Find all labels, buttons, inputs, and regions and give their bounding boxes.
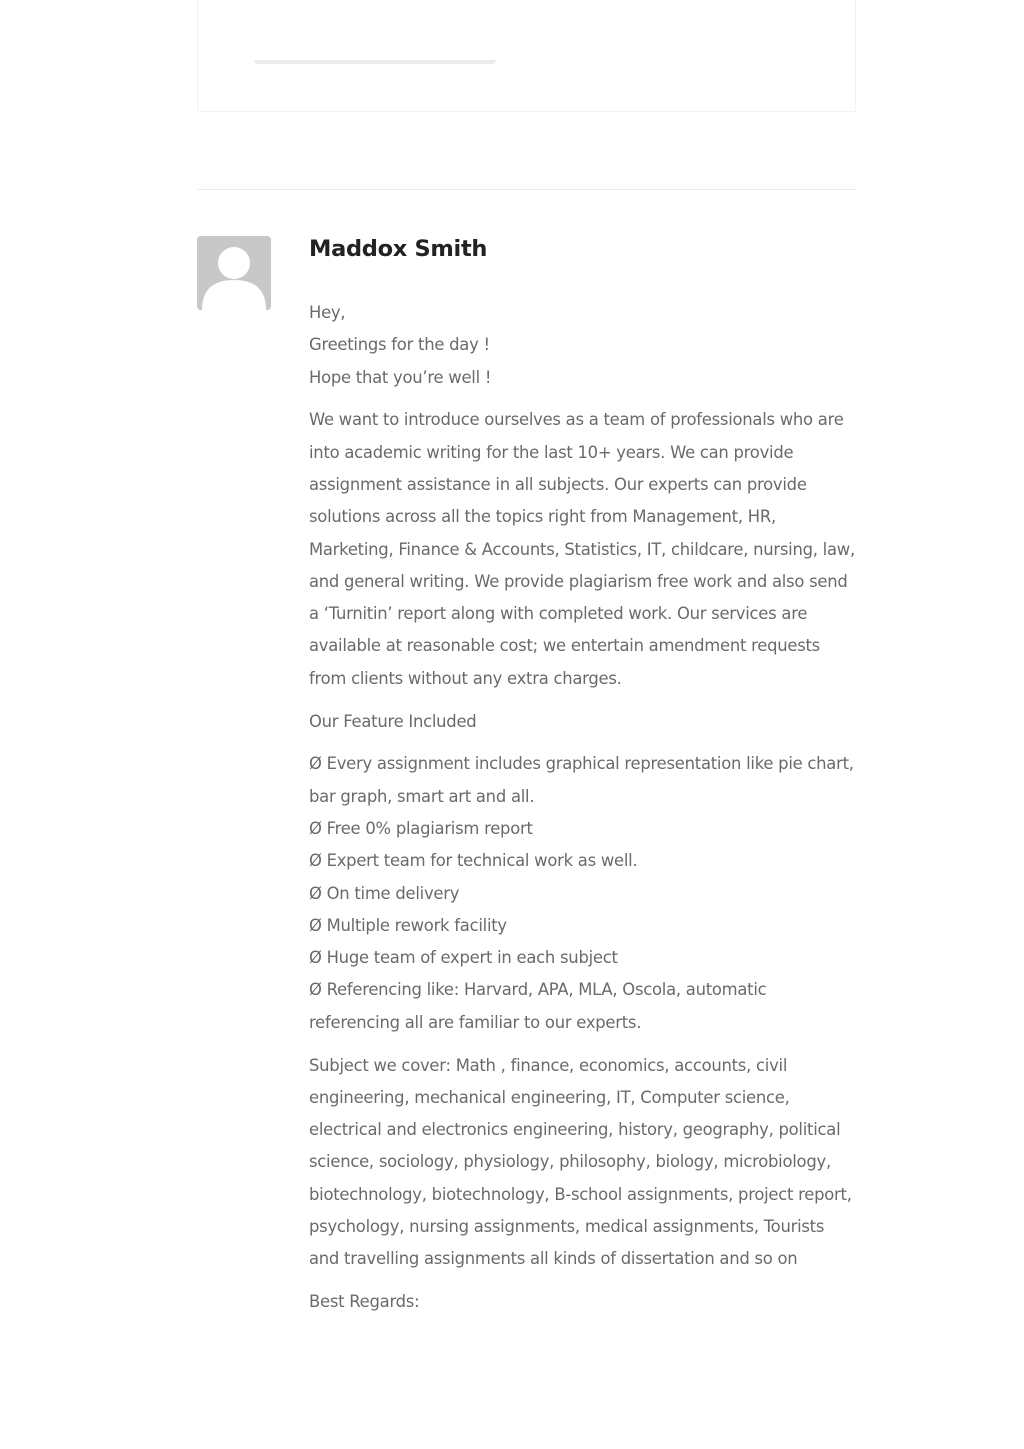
comment-paragraph — [309, 297, 859, 394]
feature-list — [309, 748, 859, 1039]
comment-divider — [197, 189, 856, 190]
comment-paragraph — [309, 1050, 859, 1276]
feature-item: Ø Every assignment includes graphical representation like pie chart, bar graph, smart art and all. — [309, 754, 854, 806]
feature-item: Ø Referencing like: Harvard, APA, MLA, Oscola, automatic referencing all are familiar to our experts. — [309, 980, 767, 1032]
feature-item: Ø Expert team for technical work as well. — [309, 851, 638, 871]
comment-line: We want to introduce ourselves as a team of professionals who are into academic writing for the last 10+ years. We can provide assignment assistance in all subjects. Our experts can provide solutions across all the topics right from Management, HR, Marketing, Finance & Accounts, Statistics, IT, childcare, nursing, law, and general writing. We provide plagiarism free work and also send a ‘Turnitin’ report along with completed work. Our services are available at reasonable cost; we entertain amendment requests from clients without any extra charges. — [309, 410, 855, 688]
comment-line: Our Feature Included — [309, 711, 477, 731]
feature-item: Ø Free 0% plagiarism report — [309, 818, 533, 838]
comment-line: Best Regards: — [309, 1292, 420, 1312]
feature-item: Ø Huge team of expert in each subject — [309, 948, 618, 968]
comment-line: Hope that you’re well ! — [309, 367, 492, 387]
previous-comment-card — [197, 0, 856, 112]
comment-paragraph — [309, 706, 859, 738]
feature-item: Ø Multiple rework facility — [309, 915, 507, 935]
previous-comment-shadow — [254, 60, 496, 64]
comment-author[interactable]: Maddox Smith — [309, 236, 488, 262]
comment-line: Greetings for the day ! — [309, 335, 490, 355]
comment-signoff — [309, 1286, 859, 1318]
feature-item: Ø On time delivery — [309, 883, 460, 903]
default-user-avatar-icon — [197, 236, 271, 310]
comment-line: Hey, — [309, 303, 346, 322]
comment-body — [309, 297, 859, 1318]
comment-line: Subject we cover: Math , finance, economics, accounts, civil engineering, mechanical engineering, IT, Computer science, electrical and electronics engineering, history, geography, political science, sociology, physiology, philosophy, biology, microbiology, biotechnology, biotechnology, B-school assignments, project report, psychology, nursing assignments, medical assignments, Tourists and travelling assignments all kinds of dissertation and so on — [309, 1055, 852, 1269]
comment-paragraph — [309, 404, 859, 695]
comment — [309, 232, 859, 1329]
